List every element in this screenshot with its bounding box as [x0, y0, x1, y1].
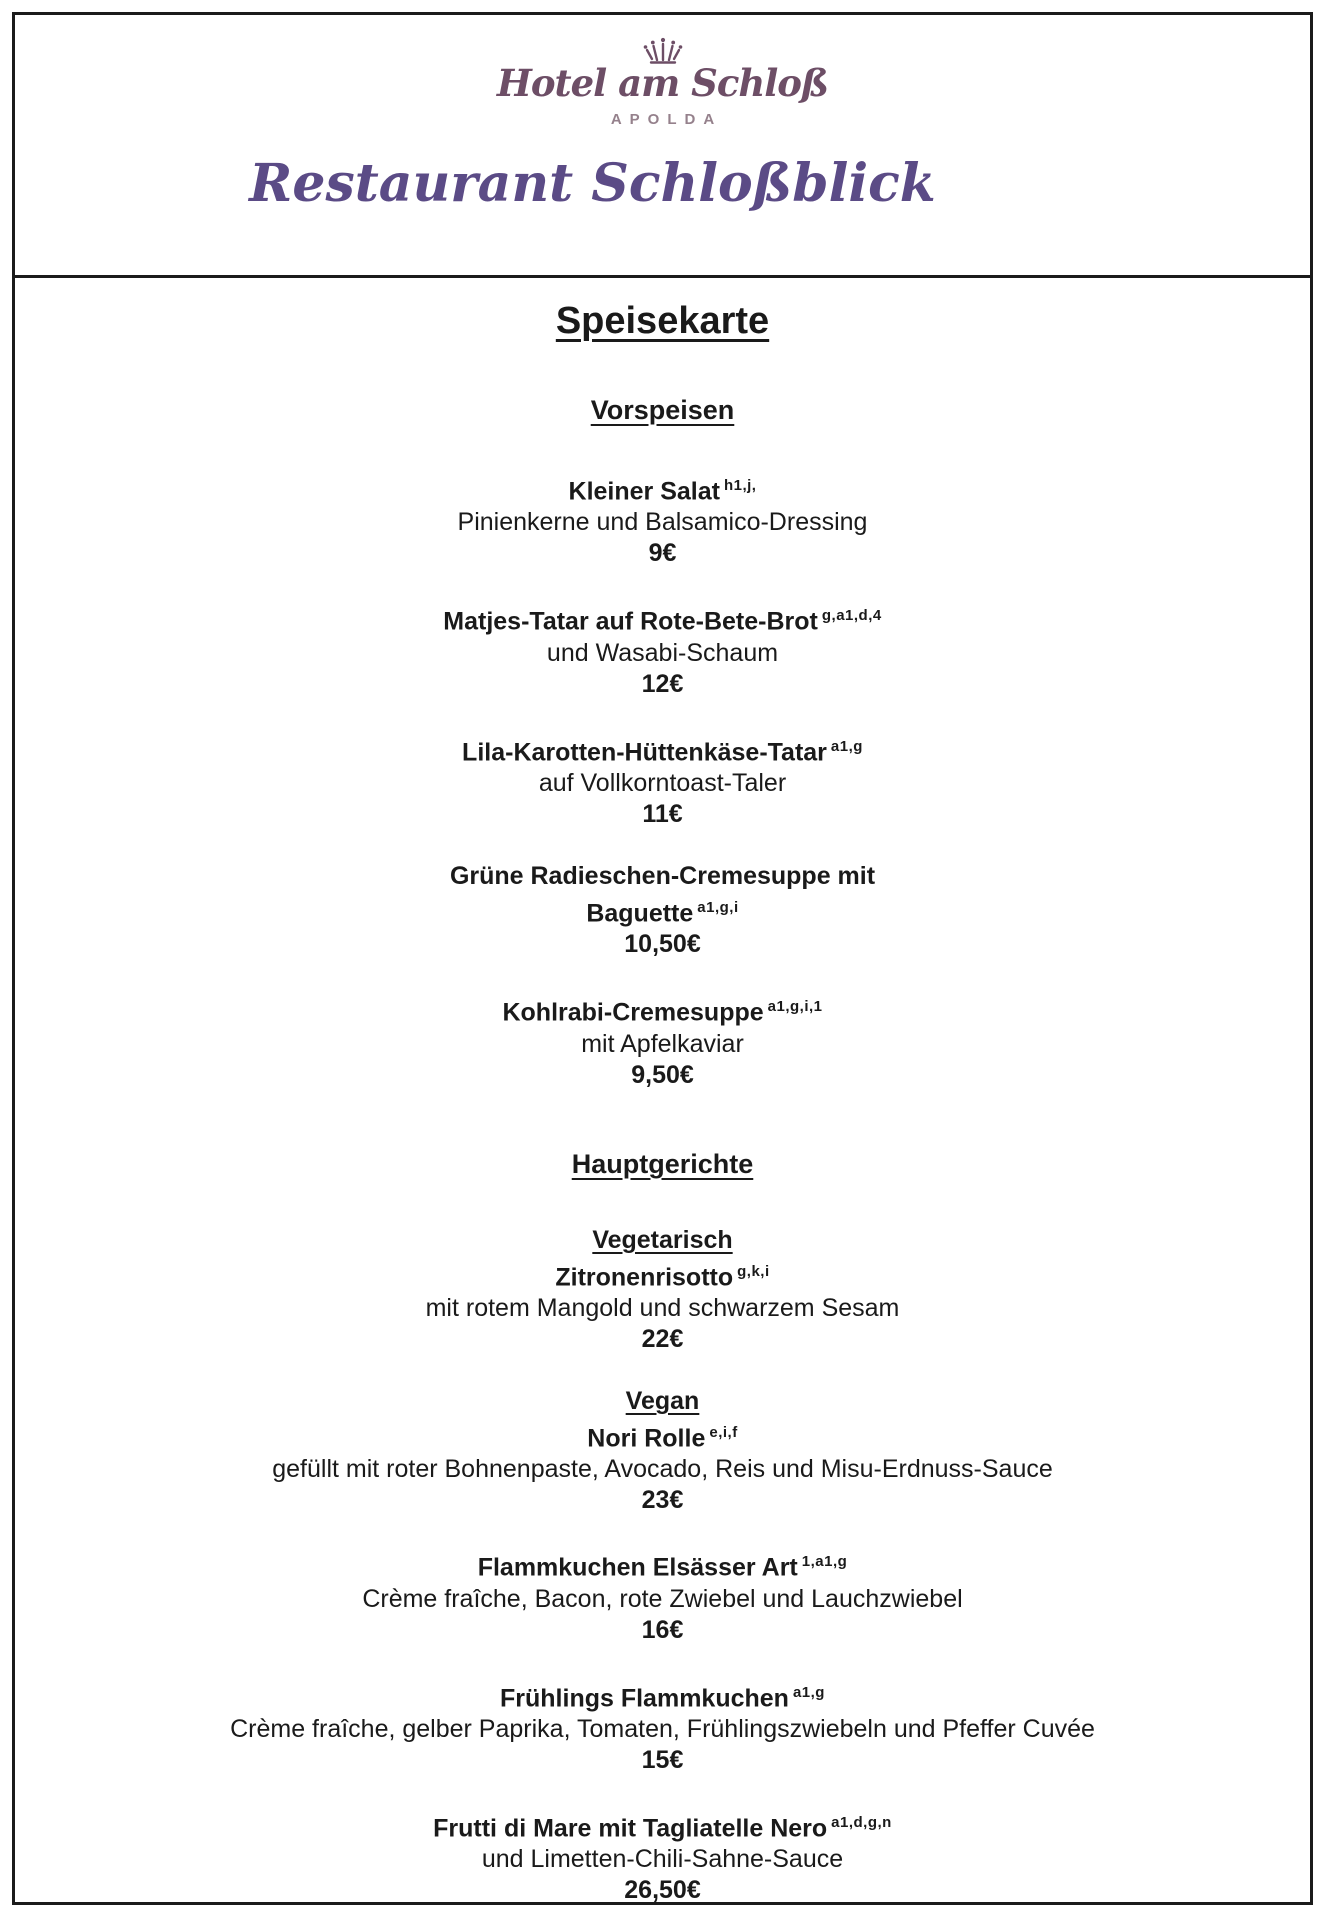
logo-city-text: APOLDA: [610, 111, 723, 128]
item-name-line: Grüne Radieschen-Cremesuppe mit: [449, 861, 876, 890]
item-allergens: a1,g,i: [697, 898, 739, 916]
item-name: Kohlrabi-Cremesuppe: [502, 998, 764, 1027]
menu-item-kleiner-salat: [15, 470, 1310, 569]
item-name: Frühlings Flammkuchen: [500, 1683, 789, 1712]
item-price: 12€: [641, 669, 684, 698]
item-name: Baguette: [586, 899, 694, 928]
item-price: 9,50€: [631, 1060, 694, 1089]
item-price: 26,50€: [624, 1876, 701, 1905]
item-name-line: [15, 600, 1310, 637]
menu-item-fruehlings-flammkuchen: [15, 1677, 1310, 1776]
item-description: Crème fraîche, gelber Paprika, Tomaten, Frühlingszwiebeln und Pfeffer Cuvée: [230, 1714, 1095, 1743]
menu-item-nori-rolle: [15, 1417, 1310, 1516]
menu-item-frutti-di-mare: [15, 1807, 1310, 1906]
item-price: 11€: [642, 799, 683, 828]
item-allergens: a1,d,g,n: [831, 1813, 892, 1831]
item-allergens: g,a1,d,4: [821, 607, 882, 625]
item-price: 23€: [641, 1486, 684, 1515]
menu-item-flammkuchen-elsaesser: [15, 1546, 1310, 1645]
menu-item-kohlrabi-cremesuppe: [15, 991, 1310, 1090]
item-allergens: e,i,f: [709, 1423, 738, 1441]
item-price: 22€: [641, 1324, 684, 1353]
item-name: Flammkuchen Elsässer Art: [477, 1553, 798, 1582]
sub-heading-vegan: Vegan: [625, 1386, 700, 1415]
section-hauptgerichte: [15, 1225, 1310, 1907]
item-price: 10,50€: [624, 930, 701, 959]
item-allergens: a1,g: [830, 737, 863, 755]
item-description: mit Apfelkaviar: [581, 1029, 744, 1058]
item-description: Pinienkerne und Balsamico-Dressing: [457, 508, 868, 537]
page-border: [12, 12, 1313, 1905]
header: [15, 15, 1310, 278]
item-name-line: [15, 1546, 1310, 1583]
item-name-line: [15, 991, 1310, 1028]
item-name-line: [15, 470, 1310, 507]
section-vorspeisen: [15, 426, 1310, 1091]
item-name: Frutti di Mare mit Tagliatelle Nero: [433, 1814, 828, 1843]
item-name: Lila-Karotten-Hüttenkäse-Tatar: [462, 737, 827, 766]
logo-brand-text: Hotel am Schloß: [496, 61, 829, 105]
subsection-vegan: [15, 1386, 1310, 1516]
item-name: Matjes-Tatar auf Rote-Bete-Brot: [443, 607, 818, 636]
item-name-line: [15, 731, 1310, 768]
item-description: gefüllt mit roter Bohnenpaste, Avocado, Reis und Misu-Erdnuss-Sauce: [272, 1455, 1053, 1484]
item-name-line: [15, 1807, 1310, 1844]
item-price: 15€: [641, 1745, 684, 1774]
item-name-line: [15, 1677, 1310, 1714]
item-name-line: [15, 1256, 1310, 1293]
menu-body: [15, 300, 1310, 1906]
item-name-line: [15, 1417, 1310, 1454]
item-allergens: a1,g: [792, 1683, 825, 1701]
item-name-line: [15, 892, 1310, 929]
section-heading-hauptgerichte: Hauptgerichte: [571, 1148, 754, 1179]
hauptgerichte-general-items: [15, 1516, 1310, 1906]
menu-item-lila-karotten-tatar: [15, 731, 1310, 830]
menu-item-matjes-tatar: [15, 600, 1310, 699]
item-description: Crème fraîche, Bacon, rote Zwiebel und Lauchzwiebel: [362, 1584, 963, 1613]
item-description: und Limetten-Chili-Sahne-Sauce: [481, 1845, 844, 1874]
section-heading-vorspeisen: Vorspeisen: [590, 395, 735, 425]
item-allergens: 1,a1,g: [801, 1553, 848, 1571]
sub-heading-vegetarisch: Vegetarisch: [592, 1225, 733, 1254]
item-allergens: a1,g,i,1: [767, 998, 823, 1016]
item-name: Zitronenrisotto: [555, 1262, 734, 1291]
item-price: 9€: [648, 539, 677, 568]
hotel-logo: [15, 33, 1310, 127]
item-description: mit rotem Mangold und schwarzem Sesam: [425, 1293, 900, 1322]
item-allergens: g,k,i: [737, 1262, 770, 1280]
menu-item-radieschen-cremesuppe: [15, 861, 1310, 960]
restaurant-title: Restaurant Schloßblick: [249, 153, 936, 214]
item-description: und Wasabi-Schaum: [546, 638, 779, 667]
item-price: 16€: [641, 1615, 684, 1644]
item-name: Nori Rolle: [587, 1424, 706, 1453]
item-allergens: h1,j,: [723, 477, 757, 494]
item-name: Kleiner Salat: [568, 477, 720, 506]
item-description: auf Vollkorntoast-Taler: [538, 768, 787, 797]
menu-title: Speisekarte: [555, 300, 770, 342]
subsection-vegetarisch: [15, 1225, 1310, 1355]
menu-item-zitronenrisotto: [15, 1256, 1310, 1355]
